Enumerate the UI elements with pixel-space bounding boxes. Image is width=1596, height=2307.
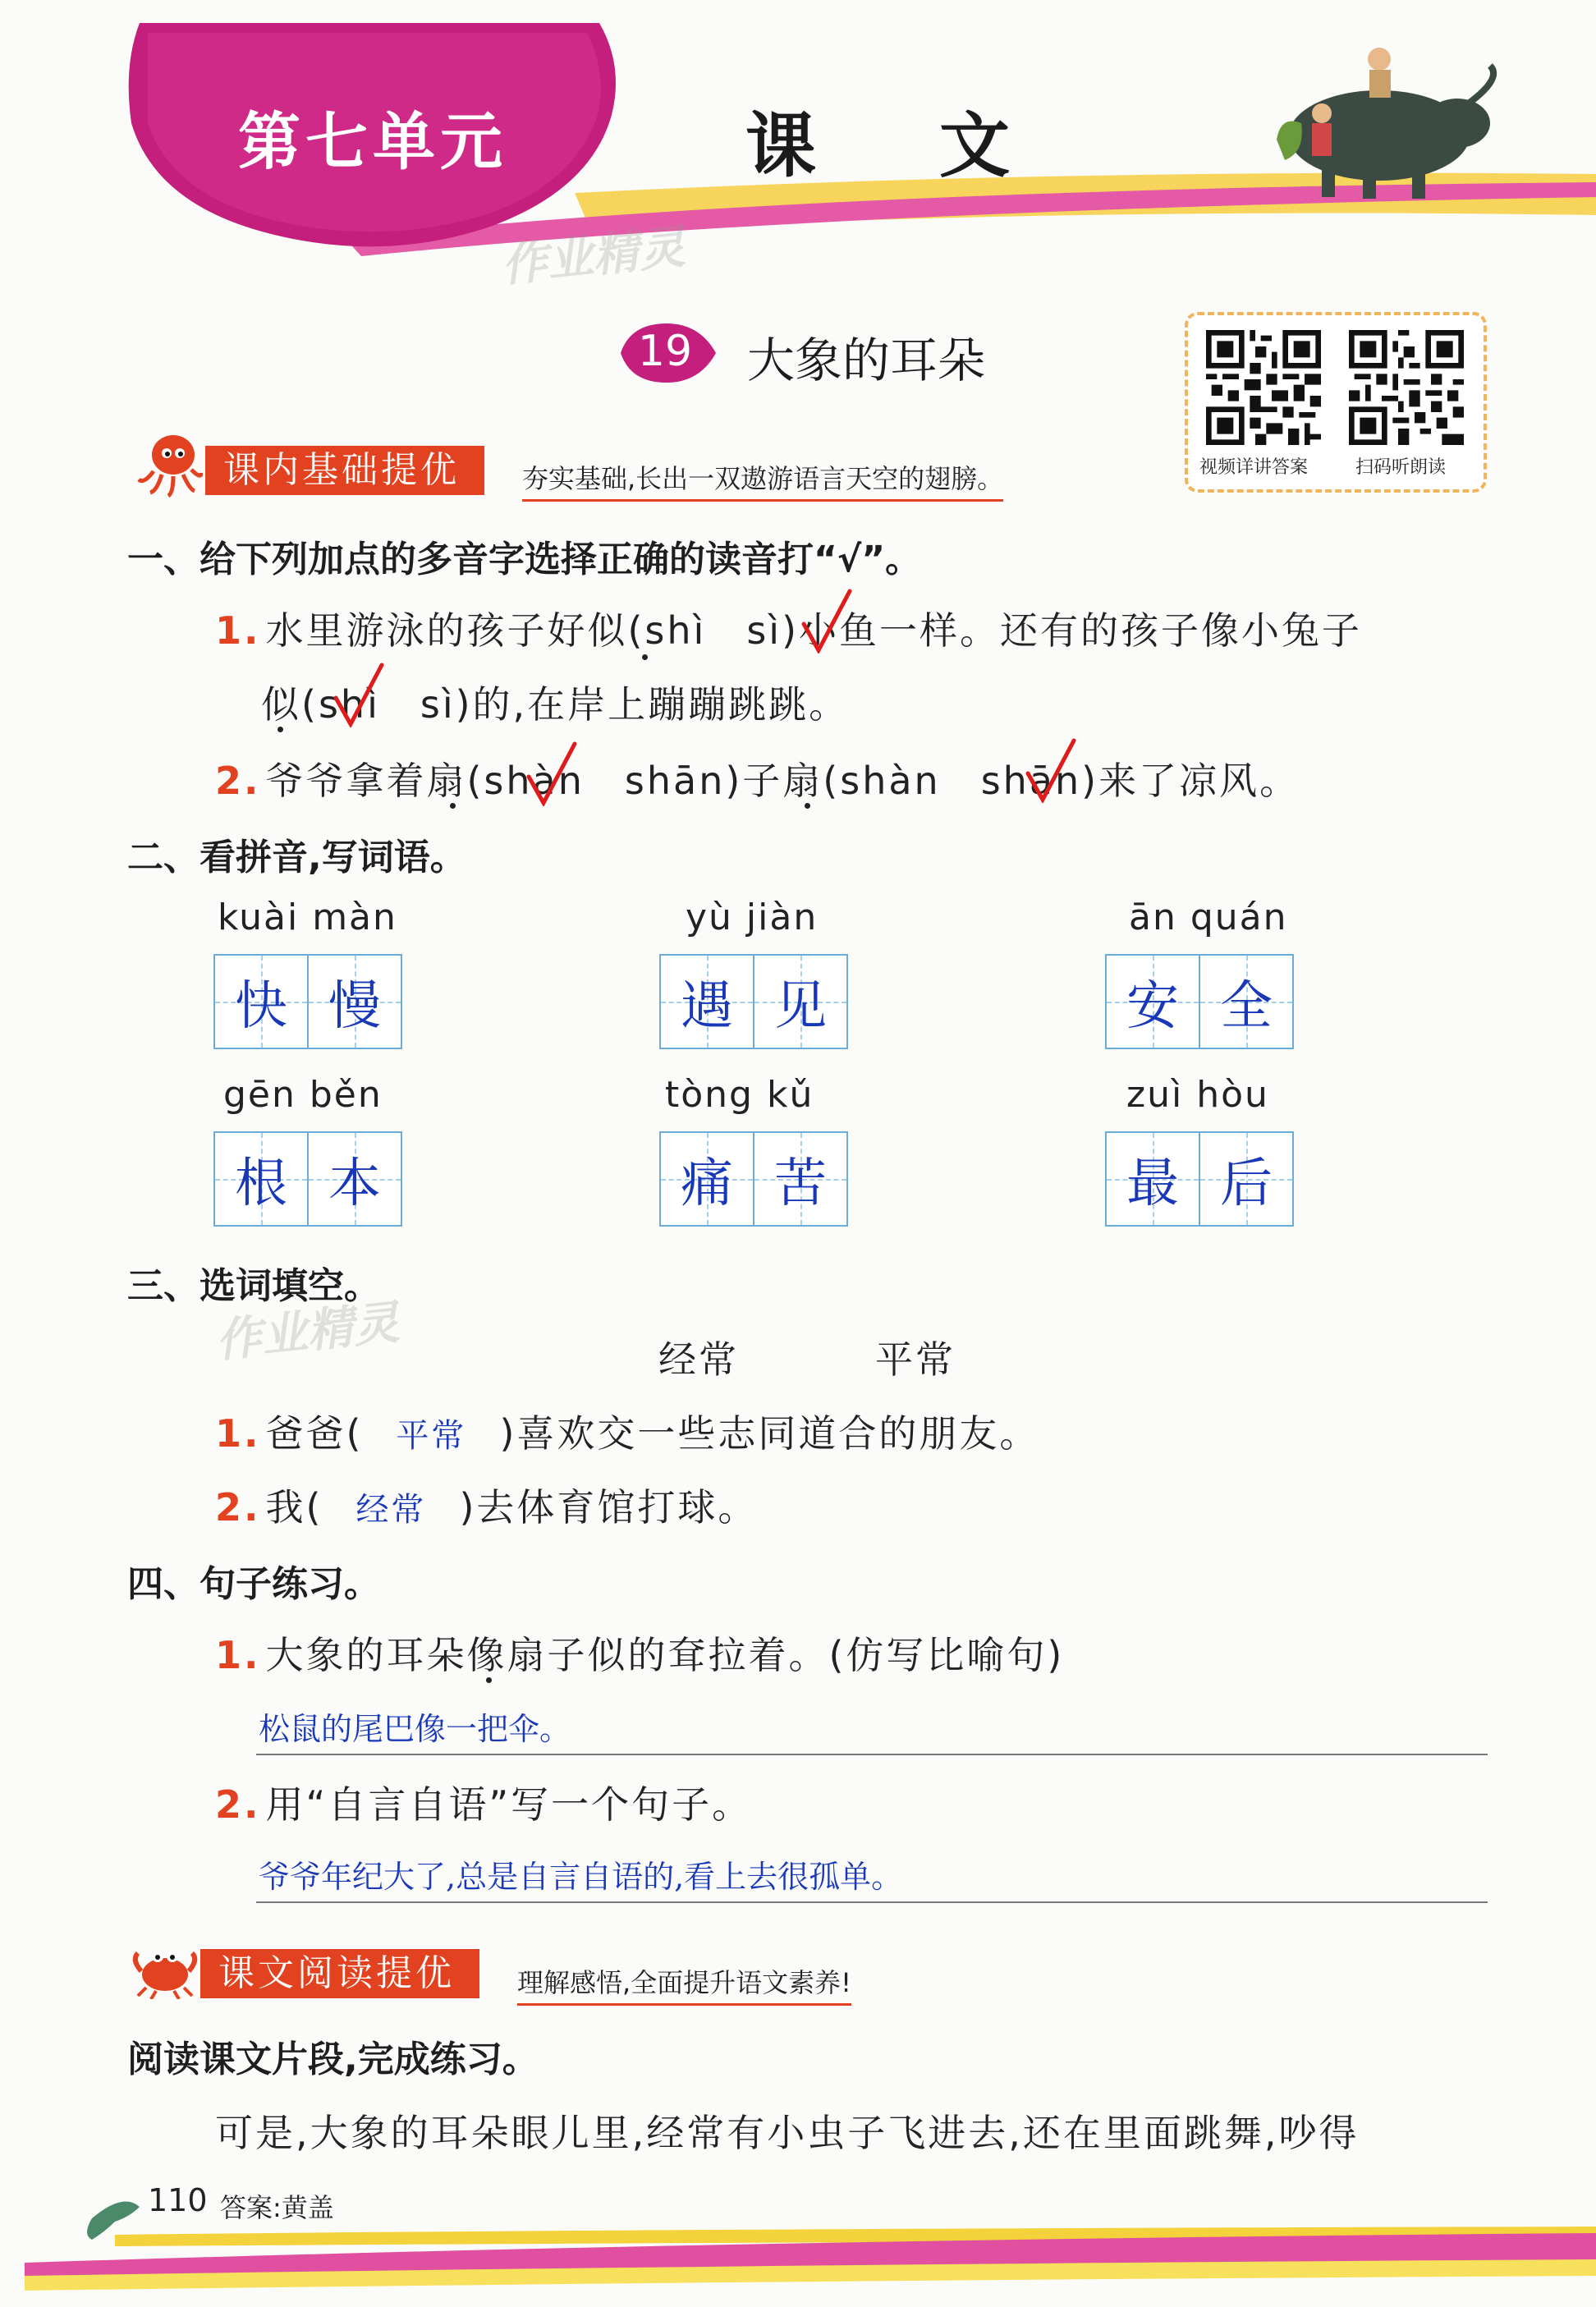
grid-char: 见 — [774, 976, 827, 1037]
q3-item2-number: 2. — [215, 1485, 261, 1530]
banner-reading-tag: 课文阅读提优 — [200, 1949, 479, 1998]
qr-code-audio-icon[interactable] — [1349, 330, 1464, 445]
q4-item2-answer: 爷爷年纪大了,总是自言自语的,看上去很孤单。 — [259, 1859, 903, 1895]
pinyin-label: zuì hòu — [1126, 1074, 1269, 1116]
checkmark-icon — [1025, 737, 1077, 803]
reading-paragraph: 可是,大象的耳朵眼儿里,经常有小虫子飞进去,还在里面跳舞,吵得 — [215, 2111, 1360, 2155]
char-grid — [659, 1131, 848, 1227]
char-grid — [659, 954, 848, 1049]
grid-char: 最 — [1126, 1154, 1179, 1214]
q3-item1-after: )喜欢交一些志同道合的朋友。 — [499, 1411, 1040, 1456]
q1-heading: 一、给下列加点的多音字选择正确的读音打“√”。 — [127, 539, 922, 580]
checkmark-icon — [800, 588, 853, 654]
banner-reading-subtitle: 理解感悟,全面提升语文素养! — [517, 1962, 851, 2006]
pinyin-label: ān quán — [1129, 897, 1288, 938]
emphasis-dot — [277, 727, 283, 732]
lesson-number: 19 — [637, 327, 693, 376]
qr-left-caption: 视频详讲答案 — [1199, 457, 1309, 478]
answer-line — [256, 1754, 1488, 1755]
emphasis-dot — [642, 654, 648, 660]
dolphin-icon — [87, 2202, 140, 2240]
char-grid — [1105, 954, 1294, 1049]
pinyin-label: yù jiàn — [686, 897, 819, 938]
watermark: 作业精灵 — [498, 220, 688, 293]
grid-char: 痛 — [681, 1154, 733, 1214]
q4-item2 — [215, 1775, 752, 1829]
q1-item2-number: 2. — [215, 759, 261, 803]
unit-title: 第七单元 — [238, 105, 507, 178]
q1-item2-text: 爷爷拿着扇(shàn shān)子扇(shàn shān)来了凉风。 — [265, 759, 1300, 803]
q3-item2 — [215, 1478, 758, 1532]
answer-label: 答案:黄盖 — [220, 2192, 334, 2223]
grid-char: 本 — [328, 1154, 381, 1214]
q1-item1-number: 1. — [215, 608, 261, 653]
char-grid — [213, 1131, 402, 1227]
reading-heading: 阅读课文片段,完成练习。 — [127, 2039, 539, 2080]
qr-panel — [1185, 312, 1487, 493]
answer-line — [256, 1901, 1488, 1903]
grid-char: 慢 — [328, 976, 381, 1037]
char-grid — [1105, 1131, 1294, 1227]
emphasis-dot — [486, 1677, 492, 1683]
q1-item1-text1: 水里游泳的孩子好似(shì sì)小鱼一样。还有的孩子像小兔子 — [265, 608, 1363, 653]
grid-char: 快 — [235, 976, 287, 1037]
q3-item1-answer: 平常 — [396, 1417, 467, 1455]
checkmark-icon — [332, 662, 385, 727]
q3-item2-after: )去体育馆打球。 — [459, 1485, 759, 1530]
q1-item2-line — [215, 751, 1300, 805]
pinyin-label: tòng kǔ — [665, 1074, 814, 1116]
q4-heading: 四、句子练习。 — [127, 1563, 380, 1605]
squid-mascot-icon — [135, 430, 203, 498]
banner-basic-subtitle: 夯实基础,长出一双遨游语言天空的翅膀。 — [522, 458, 1003, 502]
grid-char: 根 — [235, 1154, 287, 1214]
emphasis-dot — [805, 803, 810, 809]
grid-char: 全 — [1220, 976, 1273, 1037]
emphasis-dot — [450, 803, 456, 809]
q4-item1-number: 1. — [215, 1633, 261, 1677]
pinyin-label: gēn běn — [223, 1074, 383, 1116]
q3-heading: 三、选词填空。 — [127, 1265, 380, 1307]
page-number: 110 — [148, 2182, 208, 2218]
q4-item1-text: 大象的耳朵像扇子似的耷拉着。(仿写比喻句) — [265, 1633, 1065, 1677]
q1-item1-line2: 似(shì sì)的,在岸上蹦蹦跳跳。 — [261, 682, 850, 727]
grid-char: 后 — [1220, 1154, 1273, 1214]
q3-option: 平常 — [875, 1337, 956, 1382]
qr-code-answer-icon[interactable] — [1206, 330, 1321, 445]
grid-char: 遇 — [681, 976, 733, 1037]
lesson-title: 大象的耳朵 — [747, 333, 986, 388]
watermark: 作业精灵 — [213, 1296, 402, 1369]
q4-item2-text: 用“自言自语”写一个句子。 — [265, 1782, 753, 1827]
char-grid — [213, 954, 402, 1049]
q3-option: 经常 — [658, 1337, 739, 1382]
crab-mascot-icon — [131, 1942, 199, 1999]
q4-item1 — [215, 1626, 1064, 1680]
grid-char: 苦 — [774, 1154, 827, 1214]
banner-basic-tag: 课内基础提优 — [205, 446, 484, 495]
q3-item2-before: 我( — [265, 1485, 323, 1530]
q4-item1-answer: 松鼠的尾巴像一把伞。 — [259, 1711, 571, 1747]
checkmark-icon — [525, 741, 578, 806]
grid-char: 安 — [1126, 976, 1179, 1037]
qr-right-caption: 扫码听朗读 — [1355, 457, 1447, 478]
q3-item1-before: 爸爸( — [265, 1411, 364, 1456]
q3-item1-number: 1. — [215, 1411, 261, 1456]
q3-item2-answer: 经常 — [355, 1491, 427, 1529]
q4-item2-number: 2. — [215, 1782, 261, 1827]
q1-item1-line1 — [215, 601, 1362, 655]
pinyin-label: kuài màn — [218, 897, 397, 938]
q2-heading: 二、看拼音,写词语。 — [127, 837, 466, 878]
q3-item1 — [215, 1404, 1039, 1458]
section-title: 课文 — [745, 105, 1133, 187]
